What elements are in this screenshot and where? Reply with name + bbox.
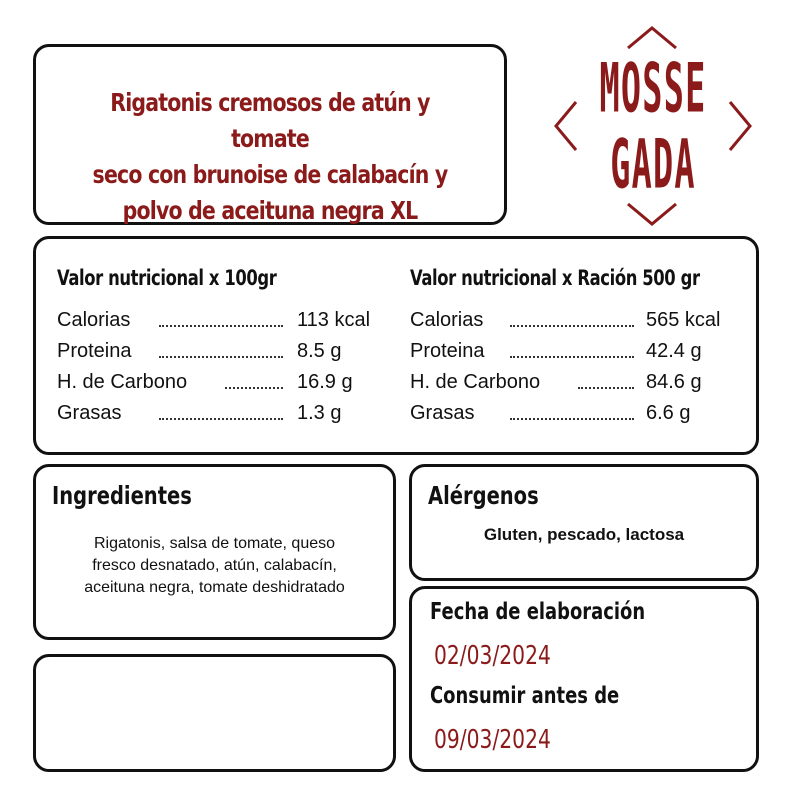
allergens-box (409, 464, 759, 581)
dot-leader (225, 387, 283, 389)
ingredients-heading: Ingredientes (52, 481, 192, 510)
nutrition-row: Calorias 113 kcal (57, 309, 371, 331)
nutrition-row: H. de Carbono 84.6 g (410, 371, 702, 393)
allergens-list: Gluten, pescado, lactosa (483, 525, 685, 544)
nutrition-row: Grasas 6.6 g (410, 402, 691, 424)
nutrition-row: H. de Carbono 16.9 g (57, 371, 353, 393)
nutrition-row: Calorias 565 kcal (410, 309, 721, 331)
nutrition-per-100g (57, 261, 397, 429)
dot-leader (578, 387, 634, 389)
logo-text-line1: MOSSE (599, 49, 707, 128)
dot-leader (510, 356, 634, 358)
dot-leader (159, 418, 283, 420)
manufacture-date-value: 02/03/2024 (434, 641, 551, 671)
dot-leader (510, 325, 634, 327)
nutrition-per-serving-heading: Valor nutricional x Ración 500 gr (410, 266, 700, 290)
best-before-value: 09/03/2024 (434, 725, 551, 755)
brand-logo (552, 26, 754, 226)
nutrition-row: Proteina 8.5 g (57, 340, 342, 362)
nutrition-row: Grasas 1.3 g (57, 402, 342, 424)
ingredients-list: Rigatonis, salsa de tomate, queso fresco desnatado, atún, calabacín, aceituna negra, tomate deshidratado (84, 535, 345, 596)
best-before-label: Consumir antes de (430, 683, 620, 709)
ingredients-box (33, 464, 396, 640)
nutrition-per-serving (410, 261, 750, 429)
dot-leader (159, 356, 283, 358)
allergens-heading: Alérgenos (428, 481, 539, 510)
manufacture-date-label: Fecha de elaboración (430, 599, 646, 625)
dot-leader (159, 325, 283, 327)
product-title: Rigatonis cremosos de atún y tomate seco con brunoise de calabacín y polvo de aceituna negra XL (92, 88, 448, 225)
logo-text-line2: GADA (610, 125, 696, 204)
dot-leader (510, 418, 634, 420)
dates-box (409, 586, 759, 772)
nutrition-per-100g-heading: Valor nutricional x 100gr (57, 266, 277, 290)
nutrition-box (33, 236, 759, 455)
nutrition-row: Proteina 42.4 g (410, 340, 702, 362)
empty-box (33, 654, 396, 772)
product-title-box (33, 44, 507, 225)
